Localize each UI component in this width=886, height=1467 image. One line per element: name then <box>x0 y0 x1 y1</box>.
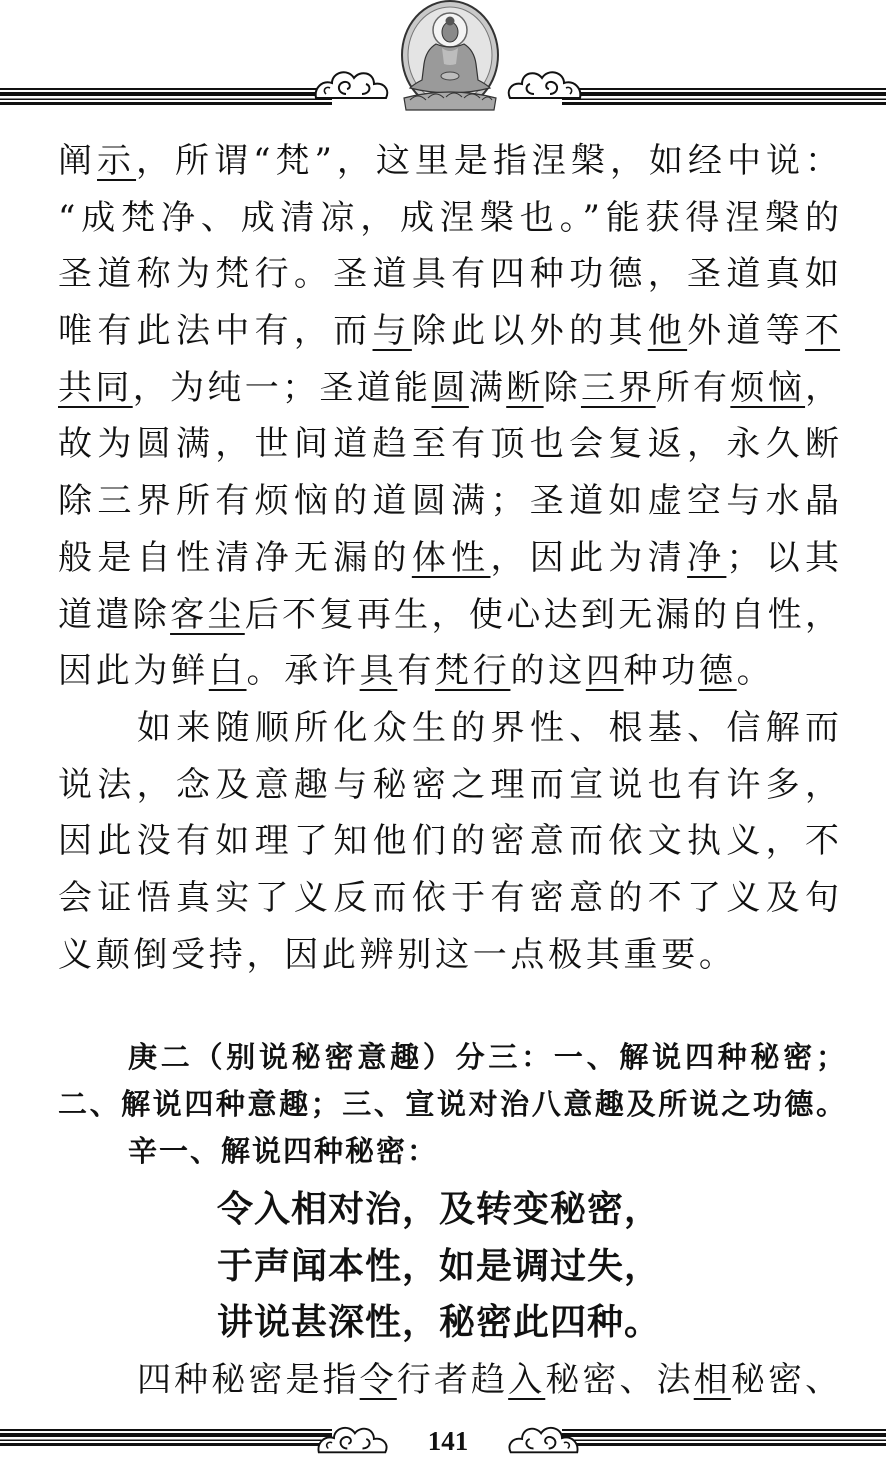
page-number: 141 <box>427 1426 469 1456</box>
auspicious-cloud-icon <box>509 72 581 98</box>
verse-line: 于声闻本性，如是调过失， <box>217 1245 662 1287</box>
text-line <box>58 360 840 417</box>
underlined-term: 烦恼 <box>730 367 806 408</box>
verse-block <box>217 1182 661 1352</box>
underlined-term: 相 <box>693 1360 731 1400</box>
text-line <box>58 927 840 984</box>
paragraph <box>137 1352 840 1409</box>
text-run: 秘密、法 <box>545 1360 694 1400</box>
text-run: 有 <box>397 651 436 692</box>
text-run: 除 <box>543 367 581 408</box>
text-run: ，为纯一；圣道能 <box>132 367 432 408</box>
text-run: 后不复再生，使心达到无漏的自性， <box>244 594 841 635</box>
seated-buddha-icon <box>402 1 498 110</box>
underlined-term: 圆 <box>431 367 469 408</box>
text-line <box>58 530 840 587</box>
text-run: 会证悟真实了义反而依于有密意的不了义及句 <box>58 877 840 918</box>
underlined-term: 令 <box>359 1360 397 1400</box>
text-run: 唯有此法中有，而 <box>58 311 373 352</box>
footer-rule-right <box>562 1429 886 1446</box>
underlined-term: 与 <box>372 311 412 352</box>
auspicious-cloud-icon <box>319 1428 387 1452</box>
text-run: ， <box>805 367 841 408</box>
text-run: “成梵净、成清凉，成涅槃也。”能获得涅槃的 <box>58 197 840 238</box>
text-run: ，所谓“梵”，这里是指涅槃，如经中说： <box>136 141 841 181</box>
paragraph <box>58 133 840 700</box>
text-run: ；以其 <box>726 537 841 578</box>
verse-line: 讲说甚深性，秘密此四种。 <box>217 1302 662 1343</box>
text-run: 说法，念及意趣与秘密之理而宣说也有许多， <box>58 764 840 805</box>
text-line <box>58 303 840 360</box>
text-run: 义颠倒受持，因此辨别这一点极其重要。 <box>58 934 737 975</box>
header-rule-left <box>0 88 332 105</box>
heading-line: 二、解说四种意趣；三、宣说对治八意趣及所说之功德。 <box>58 1087 845 1121</box>
verse-line: 令入相对治，及转变秘密， <box>217 1189 662 1230</box>
text-run: ，因此为清 <box>490 537 688 578</box>
text-line <box>58 473 840 530</box>
text-run: 般是自性清净无漏的 <box>58 537 412 578</box>
underlined-term: 四 <box>585 651 624 692</box>
underlined-term: 三界 <box>580 367 656 408</box>
text-run: 秘密、 <box>730 1360 841 1400</box>
heading-line: 庚二（别说秘密意趣）分三：一、解说四种秘密； <box>128 1040 845 1074</box>
auspicious-cloud-icon <box>510 1428 578 1452</box>
paragraph <box>58 700 840 983</box>
underlined-term: 他 <box>647 311 688 352</box>
text-line <box>58 757 840 814</box>
text-run: 种功 <box>623 651 699 692</box>
text-run: 。承许 <box>246 651 360 692</box>
text-run: 外道等 <box>687 311 806 352</box>
header-rule-right <box>562 88 886 105</box>
text-run: 除三界所有烦恼的道圆满；圣道如虚空与水晶 <box>58 481 840 522</box>
text-line <box>58 416 840 473</box>
text-line <box>137 1352 840 1409</box>
underlined-term: 入 <box>508 1360 546 1400</box>
text-run: 故为圆满，世间道趋至有顶也会复返，永久断 <box>58 424 840 465</box>
subheading-line: 辛一、解说四种秘密： <box>128 1134 439 1168</box>
underlined-term: 共同 <box>58 367 133 408</box>
body-text <box>58 133 840 983</box>
text-line <box>58 870 840 927</box>
text-run: 行者趋 <box>396 1360 509 1400</box>
text-run: 如来随顺所化众生的界性、根基、信解而 <box>137 707 840 748</box>
page-header-ornament <box>0 0 886 115</box>
underlined-term: 示 <box>97 141 137 181</box>
text-line <box>58 643 840 700</box>
text-line <box>58 813 840 870</box>
text-run: 阐 <box>58 141 98 181</box>
underlined-term: 德 <box>698 651 737 692</box>
text-line <box>58 587 840 644</box>
footer-rule-left <box>0 1429 332 1446</box>
auspicious-cloud-icon <box>316 72 388 98</box>
underlined-term: 具 <box>359 651 398 692</box>
underlined-term: 净 <box>687 537 727 578</box>
text-line <box>58 700 840 757</box>
underlined-term: 梵行 <box>435 651 511 692</box>
text-run: 因此没有如理了知他们的密意而依文执义，不 <box>58 821 840 862</box>
text-line <box>58 133 840 190</box>
text-run: 因此为鲜 <box>58 651 209 692</box>
text-run: 除此以外的其 <box>411 311 648 352</box>
underlined-term: 不 <box>805 311 841 352</box>
underlined-term: 客尘 <box>170 594 245 635</box>
text-run: 。 <box>736 651 775 692</box>
underlined-term: 白 <box>208 651 247 692</box>
section-heading <box>58 1034 845 1175</box>
text-run: 所有 <box>655 367 731 408</box>
text-run: 四种秘密是指 <box>137 1360 360 1400</box>
underlined-term: 断 <box>506 367 544 408</box>
text-run: 圣道称为梵行。圣道具有四种功德，圣道真如 <box>58 254 840 295</box>
text-line <box>58 246 840 303</box>
text-line <box>58 190 840 247</box>
text-run: 的这 <box>510 651 586 692</box>
text-run: 满 <box>468 367 507 408</box>
text-run: 道遣除 <box>58 594 171 635</box>
underlined-term: 体性 <box>411 537 491 578</box>
